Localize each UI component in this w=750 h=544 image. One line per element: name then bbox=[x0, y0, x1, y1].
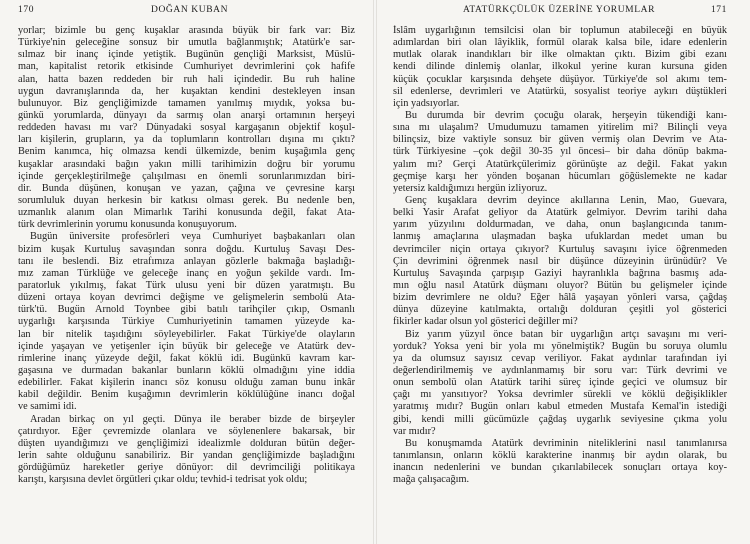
text-line: lanmış amaçlarına ulaşmadan başka ufuklardan medet uman bu bbox=[393, 231, 727, 243]
text-line: sorumluluk duyan herkesin bir katkısı olması gerek. Bu nedenle ben, bbox=[18, 194, 355, 206]
text-line: için yadsıyorlar. bbox=[393, 97, 460, 109]
text-line: onun sembolü olan Atatürk tarihi süreç içinde geçici ve olumsuz bir bbox=[393, 377, 727, 389]
right-page-header bbox=[393, 5, 727, 19]
text-line: uzmanlık alanım olan Mimarlık Tarihi konusunda değil, fakat Ata- bbox=[18, 207, 355, 219]
right-page-number: 171 bbox=[710, 5, 727, 15]
text-line: mutlak olarak inandıkları bir ilke olmaktan çıktı. Bizim gibi ezanı bbox=[393, 49, 727, 61]
text-line: tanımlansın, onların köklü karakterine inanmış bir aydın olarak, bu bbox=[393, 449, 727, 461]
text-line: yorduk? Yoksa yeni bir yola mı yönelmiştik? Bugün bu soruya olumlu bbox=[393, 340, 727, 352]
text-line: uygun davranışlarında da, her kuşaktan kendini destekleyen insan bbox=[18, 85, 355, 97]
text-line: yarım yüzyılını doldurmadan, ve daha, onun başlangıcında tanım- bbox=[393, 219, 727, 231]
text-line: alan, hatta bazen reddeden bir ruh hali içindedir. Bu ruh haline bbox=[18, 73, 355, 85]
text-line: gaşasına ve durmadan bakanlar bunların köklü olmadığını yine iddia bbox=[18, 364, 355, 376]
text-line: Bu durumda bir devrim çocuğu olarak, herşeyin tükendiği kanı- bbox=[405, 109, 727, 121]
text-line: adımlardan biri olan lâyiklik, formül olarak kalsa bile, idare edenlerin bbox=[393, 37, 727, 49]
text-line: değerlendirilmemiş ve aydınlanmamış bir soru var: Türk devrimi ve bbox=[393, 364, 727, 376]
text-line: Aradan birkaç on yıl geçti. Dünya ile beraber bizde de birşeyler bbox=[30, 413, 355, 425]
text-line: içinde gerçekleştirilmeğe çalışılması en önemli sorunlarımızdan biri- bbox=[18, 170, 355, 182]
text-line: günkü yorumlarda, dünyayı da sarmış olan anarşi ortamının herşeyi bbox=[18, 109, 355, 121]
text-line: Biz yarım yüzyıl önce batan bir uygarlığın artçı savaşını mı veri- bbox=[405, 328, 727, 340]
text-line: Çin devrimini öğrenmek nasıl bir düşünce düzeyinin ürünüdür? Ve bbox=[393, 255, 727, 267]
text-line: uygarlığı karşısında Türkiye Cumhuriyetinin tamamen yüzeyde ka- bbox=[18, 316, 355, 328]
text-line: kabil değildir. Benim kuşağımın devrimlerin köklülüğüne inancı doğal bbox=[18, 389, 355, 401]
text-line: sına mı ulaşalım? Umudumuzu tamamen yitirelim mi? Bilinçli veya bbox=[393, 122, 727, 134]
text-line: türk devrimlerinin yorumu konusunda konuşuyorum. bbox=[18, 219, 237, 231]
text-line: türk Türkiyesine –çok değil 30-35 yıl öncesi– bir daha dönüp bakma- bbox=[393, 146, 727, 158]
text-line: küçük çocuklar karşısında dehşete düşüyor. Türkiye'de sol akımı tem- bbox=[393, 73, 727, 85]
text-line: devrimciler niçin ortaya çıkıyor? Kurtuluş savaşını iyice öğrenmeden bbox=[393, 243, 727, 255]
text-line: bizim kuşak Kurtuluş savaşından sonra doğdu. Kurtuluş Savaşı Des- bbox=[18, 243, 355, 255]
left-page-text bbox=[18, 25, 355, 486]
text-line: çağı mı yansıtıyor? Yoksa devrimler sürekli ve köklü değişiklikler bbox=[393, 389, 727, 401]
text-line: düşten uyandığımızı ve gençliğimizi idealizmle dolduran bütün değer- bbox=[18, 437, 355, 449]
text-line: sil edenlerse, devrimleri ve Atatürkü, sosyalist teoriye aykırı düştükleri bbox=[393, 85, 727, 97]
left-page-number: 170 bbox=[18, 5, 35, 15]
text-line: gibi, kendi milli gücümüzle çağdaş uygarlık seviyesine çıkma yolu bbox=[393, 413, 727, 425]
text-line: yalım mı? Gerçi Atatürkçülerimiz görünüşte az değil. Fakat yakın bbox=[393, 158, 727, 170]
left-page bbox=[0, 0, 373, 544]
text-line: gördüğümüz hareketler geriye dönüyor: dil devrimciliği politikaya bbox=[18, 462, 355, 474]
text-line: karıştı, karşısına devlet örgütleri çıkar oldu; tevhid-i tedrisat yok oldu; bbox=[18, 474, 308, 486]
text-line: ları kişilerin, grupların, ya da toplumların kontrolları dışına mı çıktı? bbox=[18, 134, 355, 146]
text-line: kendi dilinde dinlemiş olanlar, ilkokul yerine kuran kursuna giden bbox=[393, 61, 727, 73]
text-line: türk'tü. Bugün Arnold Toynbee gibi batılı tarihçiler çıkıp, Osmanlı bbox=[18, 304, 355, 316]
text-line: lerin sahte olduğunu sanabiliriz. Bir yandan gençliğimizde başladığını bbox=[18, 449, 355, 461]
right-page-text bbox=[393, 25, 727, 486]
text-line: Bugün üniversite profesörleri veya Cumhuriyet başbakanları olan bbox=[30, 231, 355, 243]
right-running-head: ATATÜRKÇÜLÜK ÜZERİNE YORUMLAR bbox=[463, 5, 656, 15]
text-line: sılmaz bir inanç içinde yetiştik. Bugünün gençliği Marksist, Müslü- bbox=[18, 49, 355, 61]
left-page-header bbox=[18, 5, 355, 19]
text-line: İslâm uygarlığının temsilcisi olan bir toplumun atabileceği en büyük bbox=[393, 25, 727, 36]
text-line: bulunuyor. Biz gençliğimizde tamamen yanılmış mıydık, yoksa bu- bbox=[18, 97, 355, 109]
text-line: Bu konuşmamda Atatürk devriminin niteliklerini nasıl tanımlanırsa bbox=[405, 437, 727, 449]
text-line: düzeni ortaya koyan devrimci değişme ve gelişmelerin sembolü Ata- bbox=[18, 292, 355, 304]
text-line: bilinçsiz, bize vaktiyle sonsuz bir güven vermiş olan Devrim ve Ata- bbox=[393, 134, 727, 146]
text-line: mın oğlu nasıl Atatürk düşmanı oluyor? Bütün bu gelişmeler içinde bbox=[393, 279, 727, 291]
text-line: Türkiye'nin geleceğine sonsuz bir umutla bağlanmıştık; Atatürk'e sar- bbox=[18, 37, 355, 49]
text-line: ve samimi idi. bbox=[18, 401, 77, 413]
left-running-head: DOĞAN KUBAN bbox=[151, 5, 229, 15]
text-line: paratorluk yıkılmış, fakat Türk ulusu yeni bir düzen yaratmıştı. Bu bbox=[18, 279, 355, 291]
text-line: inancın nedenlerini ve bundan çıkarılabilecek sonuçları ortaya koy- bbox=[393, 462, 727, 474]
text-line: içinde yaşayan ve yetişenler için büyük bir geleceğe ve Atatürk dev- bbox=[18, 340, 355, 352]
text-line: Kurtuluş Savaşında çarpışıp Gaziyi hayranlıkla bağrına basmış ada- bbox=[393, 267, 727, 279]
text-line: man, kapitalist retorik etkisinde Cumhuriyet devrimlerini çok hafife bbox=[18, 61, 355, 73]
text-line: rimlerine inanç yüzeyde değil, fakat köklü idi. Bugünkü kavram kar- bbox=[18, 352, 355, 364]
text-line: tanı ile beslendi. Biz etrafımıza anlayan gözlerle bakmağa başladığı- bbox=[18, 255, 355, 267]
text-line: lan bir nitelik taşıdığını söyleyebilirler. Fakat Türkiye'de olayların bbox=[18, 328, 355, 340]
text-line: ya da olumsuz sayısız cevap veriliyor. Fakat aydınlar tarafından iyi bbox=[393, 352, 727, 364]
text-line: Benim kanımca, hiç olmazsa kendi ülkemizde, benim kuşağımla genç bbox=[18, 146, 355, 158]
text-line: var mıdır? bbox=[393, 425, 436, 437]
text-line: mız zaman Türklüğe ve geleceğe inanç en yoğun şekilde vardı. İm- bbox=[18, 267, 355, 279]
right-page bbox=[377, 0, 750, 544]
text-line: çatırdıyor. Eğer çevremizde olanlara ve söylenenlere bakarsak, bir bbox=[18, 425, 355, 437]
text-line: bizim devrimlere ne oldu? Eğer hâlâ yaşayan yönleri varsa, çağdaş bbox=[393, 292, 727, 304]
text-line: dir. Bunda düşünen, konuşan ve yazan, çağına ve çevresine karşı bbox=[18, 182, 355, 194]
text-line: fikirler kadar olsun yol gösterici değiller mi? bbox=[393, 316, 578, 328]
text-line: yetersiz kaldığımızı hergün izliyoruz. bbox=[393, 182, 548, 194]
text-line: edebilirler. Fakat kişilerin inancı söz konusu olduğu zaman bunu inkâr bbox=[18, 377, 355, 389]
text-line: reddeden havası mı var? Dünyadaki sosyal kargaşanın objektif koşul- bbox=[18, 122, 355, 134]
text-line: yaratmış mıdır? Bugün onları kabul etmeden Mustafa Kemal'in istediği bbox=[393, 401, 727, 413]
text-line: mağa çalışacağım. bbox=[393, 474, 470, 486]
text-line: dünya düzeyine katılmakta, ortalığı dolduran çeşitli yol gösterici bbox=[393, 304, 727, 316]
text-line: Genç kuşaklara devrim deyince akıllarına Lenin, Mao, Guevara, bbox=[405, 194, 727, 206]
text-line: yorlar; bizimle bu genç kuşaklar arasında büyük bir fark var: Biz bbox=[18, 25, 355, 36]
text-line: geçmişe karşı her yönden boşanan hücumları göğüslemekte ne kadar bbox=[393, 170, 727, 182]
text-line: kuşaklar arasındaki bağın yakın milli tarihimizin doğru bir yorumu bbox=[18, 158, 355, 170]
text-line: belki Yasir Arafat geliyor da Atatürk gelmiyor. Devrim tarihi daha bbox=[393, 207, 727, 219]
